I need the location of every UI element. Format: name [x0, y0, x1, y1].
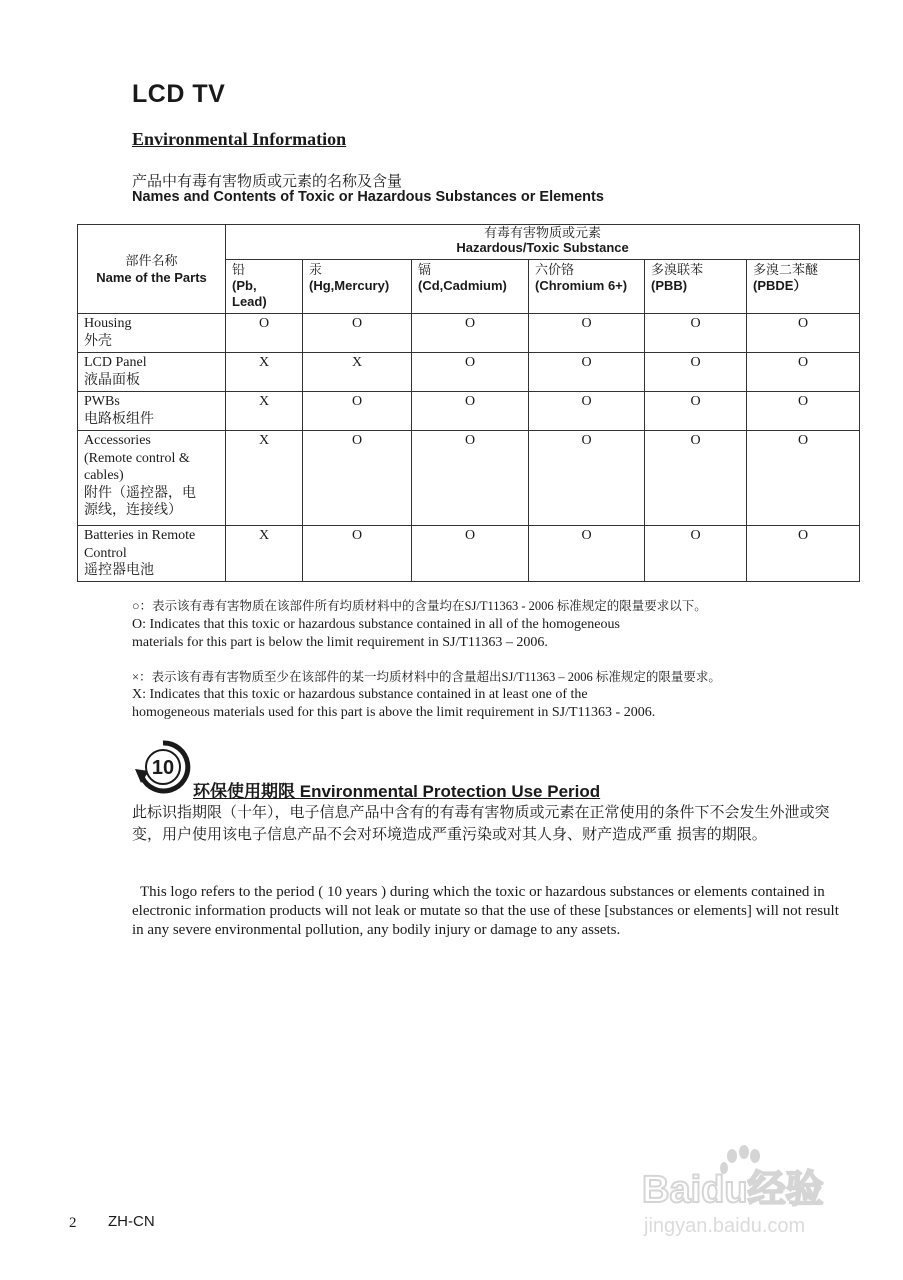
substance-group-header-en: Hazardous/Toxic Substance	[456, 240, 629, 255]
epup-body-en: This logo refers to the period ( 10 years ) during which the toxic or hazardous substances or elements contained in electronic information products will not leak or mutate so that the use of these [substances or elements] will not result in any severe environmental pollution, any bodily injury or damage to any assets.	[132, 884, 839, 938]
substance-header-en: (Chromium 6+)	[535, 278, 628, 293]
part-name-cell: Accessories (Remote control & cables) 附件（遥控器，电 源线，连接线）	[78, 431, 226, 526]
substance-header	[529, 260, 645, 314]
substance-header-zh: 多溴联苯	[651, 262, 704, 277]
substance-header	[226, 260, 303, 314]
substance-header	[645, 260, 747, 314]
note-o-en-line2: materials for this part is below the limit requirement in SJ/T11363 – 2006.	[132, 635, 548, 650]
epup-10-logo-icon	[133, 739, 193, 794]
substance-header-zh: 镉	[418, 262, 432, 277]
note-x-en-line2: homogeneous materials used for this part is above the limit requirement in SJ/T11363 - 2006.	[132, 705, 656, 720]
substance-header-zh: 铅	[232, 262, 246, 277]
substance-header-zh: 汞	[309, 262, 323, 277]
parts-column-header	[78, 225, 226, 314]
substance-value-cell: O	[303, 392, 412, 431]
substance-value-cell: O	[226, 314, 303, 353]
substance-header	[747, 260, 860, 314]
substance-group-header	[226, 225, 860, 260]
watermark-url: jingyan.baidu.com	[644, 1215, 806, 1237]
parts-column-header-en: Name of the Parts	[96, 270, 207, 285]
substance-header-en: (Pb, Lead)	[232, 278, 267, 309]
table-row	[78, 314, 860, 353]
substance-value-cell: O	[412, 431, 529, 526]
part-name-cell: Housing 外壳	[78, 314, 226, 353]
substance-value-cell: X	[303, 353, 412, 392]
epup-heading	[193, 777, 600, 802]
substance-group-header-zh: 有毒有害物质或元素	[484, 225, 602, 240]
note-x-zh: ×：表示该有毒有害物质至少在该部件的某一均质材料中的含量超出SJ/T11363 – 2006 标准规定的限量要求。	[132, 670, 721, 684]
substance-value-cell: O	[529, 431, 645, 526]
substance-value-cell: O	[529, 314, 645, 353]
substance-value-cell: O	[303, 314, 412, 353]
substance-value-cell: X	[226, 526, 303, 582]
part-name-cell: LCD Panel 液晶面板	[78, 353, 226, 392]
epup-body-zh: 此标识指期限（十年），电子信息产品中含有的有毒有害物质或元素在正常使用的条件下不会发生外泄或突变，用户使用该电子信息产品不会对环境造成严重污染或对其人身、财产造成严重 损害的期限。	[132, 803, 830, 843]
page-title: LCD TV	[132, 80, 226, 108]
epup-heading-en: Environmental Protection Use Period	[299, 782, 601, 801]
substance-value-cell: O	[645, 314, 747, 353]
substance-header-en: (PBB)	[651, 278, 688, 293]
watermark-brand: Baidu经验	[642, 1169, 824, 1211]
intro-heading-en: Names and Contents of Toxic or Hazardous Substances or Elements	[132, 189, 604, 205]
note-o-en-line1: O: Indicates that this toxic or hazardous substance contained in all of the homogeneous	[132, 617, 620, 632]
page-number: 2	[69, 1215, 77, 1231]
substance-value-cell: O	[747, 353, 860, 392]
section-heading: Environmental Information	[132, 129, 347, 149]
substance-header-zh: 多溴二苯醚	[753, 262, 819, 277]
substance-value-cell: O	[645, 353, 747, 392]
substance-value-cell: O	[412, 314, 529, 353]
substance-header-en: (Hg,Mercury)	[309, 278, 390, 293]
parts-column-header-zh: 部件名称	[125, 253, 178, 268]
substance-value-cell: O	[529, 353, 645, 392]
substance-value-cell: O	[303, 431, 412, 526]
hazardous-substance-table	[77, 224, 860, 582]
substance-value-cell: O	[747, 526, 860, 582]
substance-header-en: (Cd,Cadmium)	[418, 278, 507, 293]
table-row	[78, 392, 860, 431]
substance-value-cell: O	[529, 526, 645, 582]
substance-value-cell: O	[645, 392, 747, 431]
part-name-cell: Batteries in Remote Control 遥控器电池	[78, 526, 226, 582]
substance-value-cell: O	[645, 526, 747, 582]
substance-value-cell: O	[645, 431, 747, 526]
substance-value-cell: O	[529, 392, 645, 431]
substance-header	[303, 260, 412, 314]
substance-header-zh: 六价铬	[535, 262, 575, 277]
baidu-jingyan-watermark	[640, 1142, 850, 1242]
substance-value-cell: O	[747, 431, 860, 526]
substance-value-cell: O	[747, 314, 860, 353]
epup-logo-number: 10	[151, 757, 175, 779]
table-row	[78, 431, 860, 526]
substance-value-cell: X	[226, 392, 303, 431]
note-x-en-line1: X: Indicates that this toxic or hazardous substance contained in at least one of the	[132, 687, 588, 702]
part-name-cell: PWBs 电路板组件	[78, 392, 226, 431]
epup-heading-zh: 环保使用期限	[193, 782, 295, 801]
intro-heading-zh: 产品中有毒有害物质或元素的名称及含量	[132, 172, 403, 190]
language-code: ZH-CN	[108, 1213, 155, 1230]
note-o-zh: ○：表示该有毒有害物质在该部件所有均质材料中的含量均在SJ/T11363 - 2006 标准规定的限量要求以下。	[132, 599, 707, 613]
substance-value-cell: O	[747, 392, 860, 431]
substance-value-cell: O	[412, 353, 529, 392]
substance-value-cell: X	[226, 431, 303, 526]
substance-header	[412, 260, 529, 314]
substance-value-cell: O	[303, 526, 412, 582]
substance-value-cell: O	[412, 392, 529, 431]
substance-header-en: (PBDE）	[753, 278, 807, 293]
table-row	[78, 353, 860, 392]
substance-value-cell: O	[412, 526, 529, 582]
substance-value-cell: X	[226, 353, 303, 392]
table-row	[78, 526, 860, 582]
